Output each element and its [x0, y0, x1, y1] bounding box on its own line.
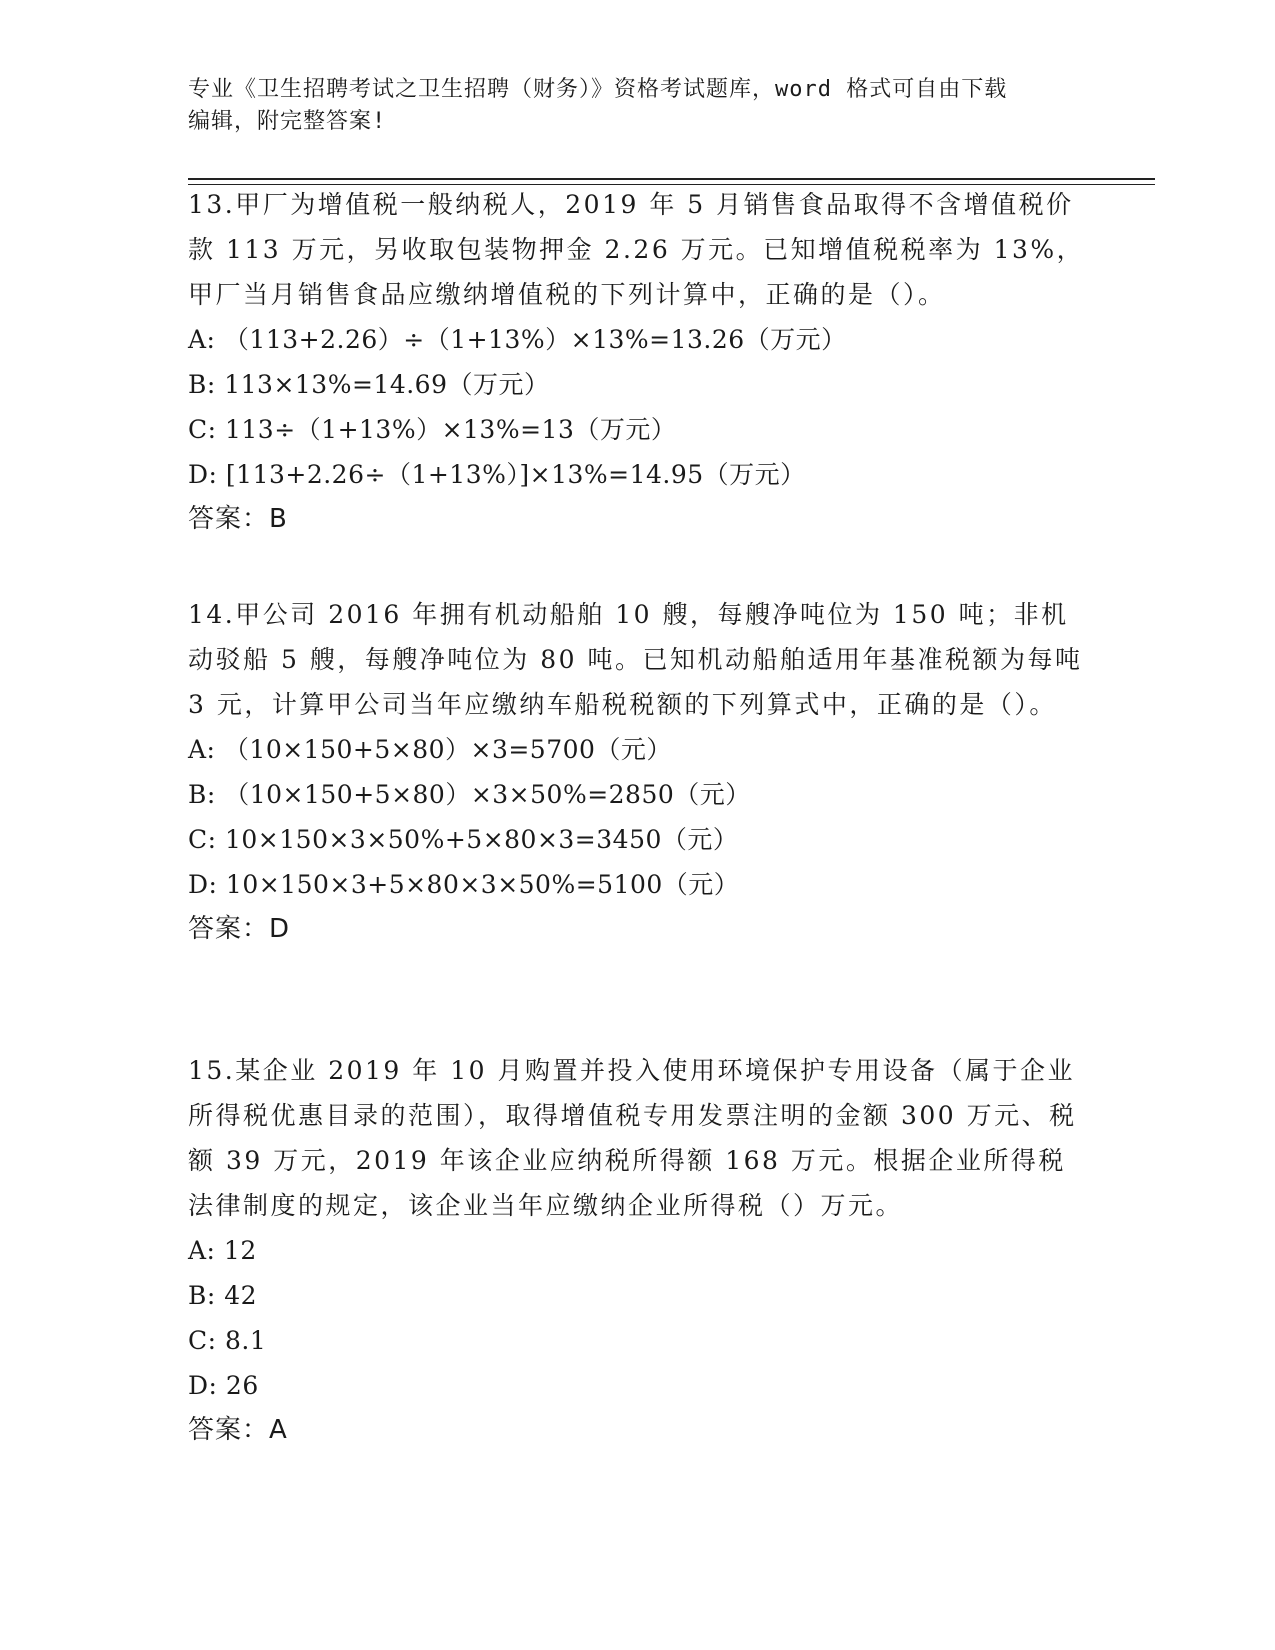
option-c: C: 8.1 — [188, 1326, 267, 1355]
question-13 — [188, 182, 1088, 542]
option-b: B: 113×13%=14.69（万元） — [188, 370, 550, 399]
header-line-2: 编辑，附完整答案! — [188, 109, 387, 134]
question-14 — [188, 592, 1088, 952]
option-d: D: 26 — [188, 1371, 259, 1400]
option-c: C: 113÷（1+13%）×13%=13（万元） — [188, 415, 677, 444]
answer: 答案：D — [188, 914, 291, 944]
question-text: 13.甲厂为增值税一般纳税人，2019 年 5 月销售食品取得不含增值税价款 113 万元，另收取包装物押金 2.26 万元。已知增值税税率为 13%，甲厂当月销售食品应缴纳增值税的下列计算中，正确的是（）。 — [188, 190, 1085, 309]
option-d: D: 10×150×3+5×80×3×50%=5100（元） — [188, 870, 740, 899]
question-text: 14.甲公司 2016 年拥有机动船舶 10 艘，每艘净吨位为 150 吨；非机动驳船 5 艘，每艘净吨位为 80 吨。已知机动船舶适用年基准税额为每吨 3 元，计算甲公司当年应缴纳车船税税额的下列算式中，正确的是（）。 — [188, 600, 1083, 719]
document-header — [188, 74, 1088, 138]
option-a: A: （113+2.26）÷（1+13%）×13%=13.26（万元） — [188, 325, 847, 354]
header-divider-thick — [188, 178, 1155, 180]
question-15 — [188, 1048, 1088, 1453]
option-b: B: （10×150+5×80）×3×50%=2850（元） — [188, 780, 751, 809]
option-a: A: 12 — [188, 1236, 257, 1265]
option-d: D: [113+2.26÷（1+13%）]×13%=14.95（万元） — [188, 460, 806, 489]
option-c: C: 10×150×3×50%+5×80×3=3450（元） — [188, 825, 739, 854]
header-line-1: 专业《卫生招聘考试之卫生招聘（财务）》资格考试题库，word 格式可自由下载 — [188, 77, 1008, 102]
question-text: 15.某企业 2019 年 10 月购置并投入使用环境保护专用设备（属于企业所得税优惠目录的范围），取得增值税专用发票注明的金额 300 万元、税额 39 万元，2019 年该企业应纳税所得额 168 万元。根据企业所得税法律制度的规定，该企业当年应缴纳企业所得税（）万元。 — [188, 1056, 1077, 1220]
answer: 答案：A — [188, 1415, 288, 1445]
option-b: B: 42 — [188, 1281, 258, 1310]
option-a: A: （10×150+5×80）×3=5700（元） — [188, 735, 672, 764]
answer: 答案：B — [188, 504, 288, 534]
